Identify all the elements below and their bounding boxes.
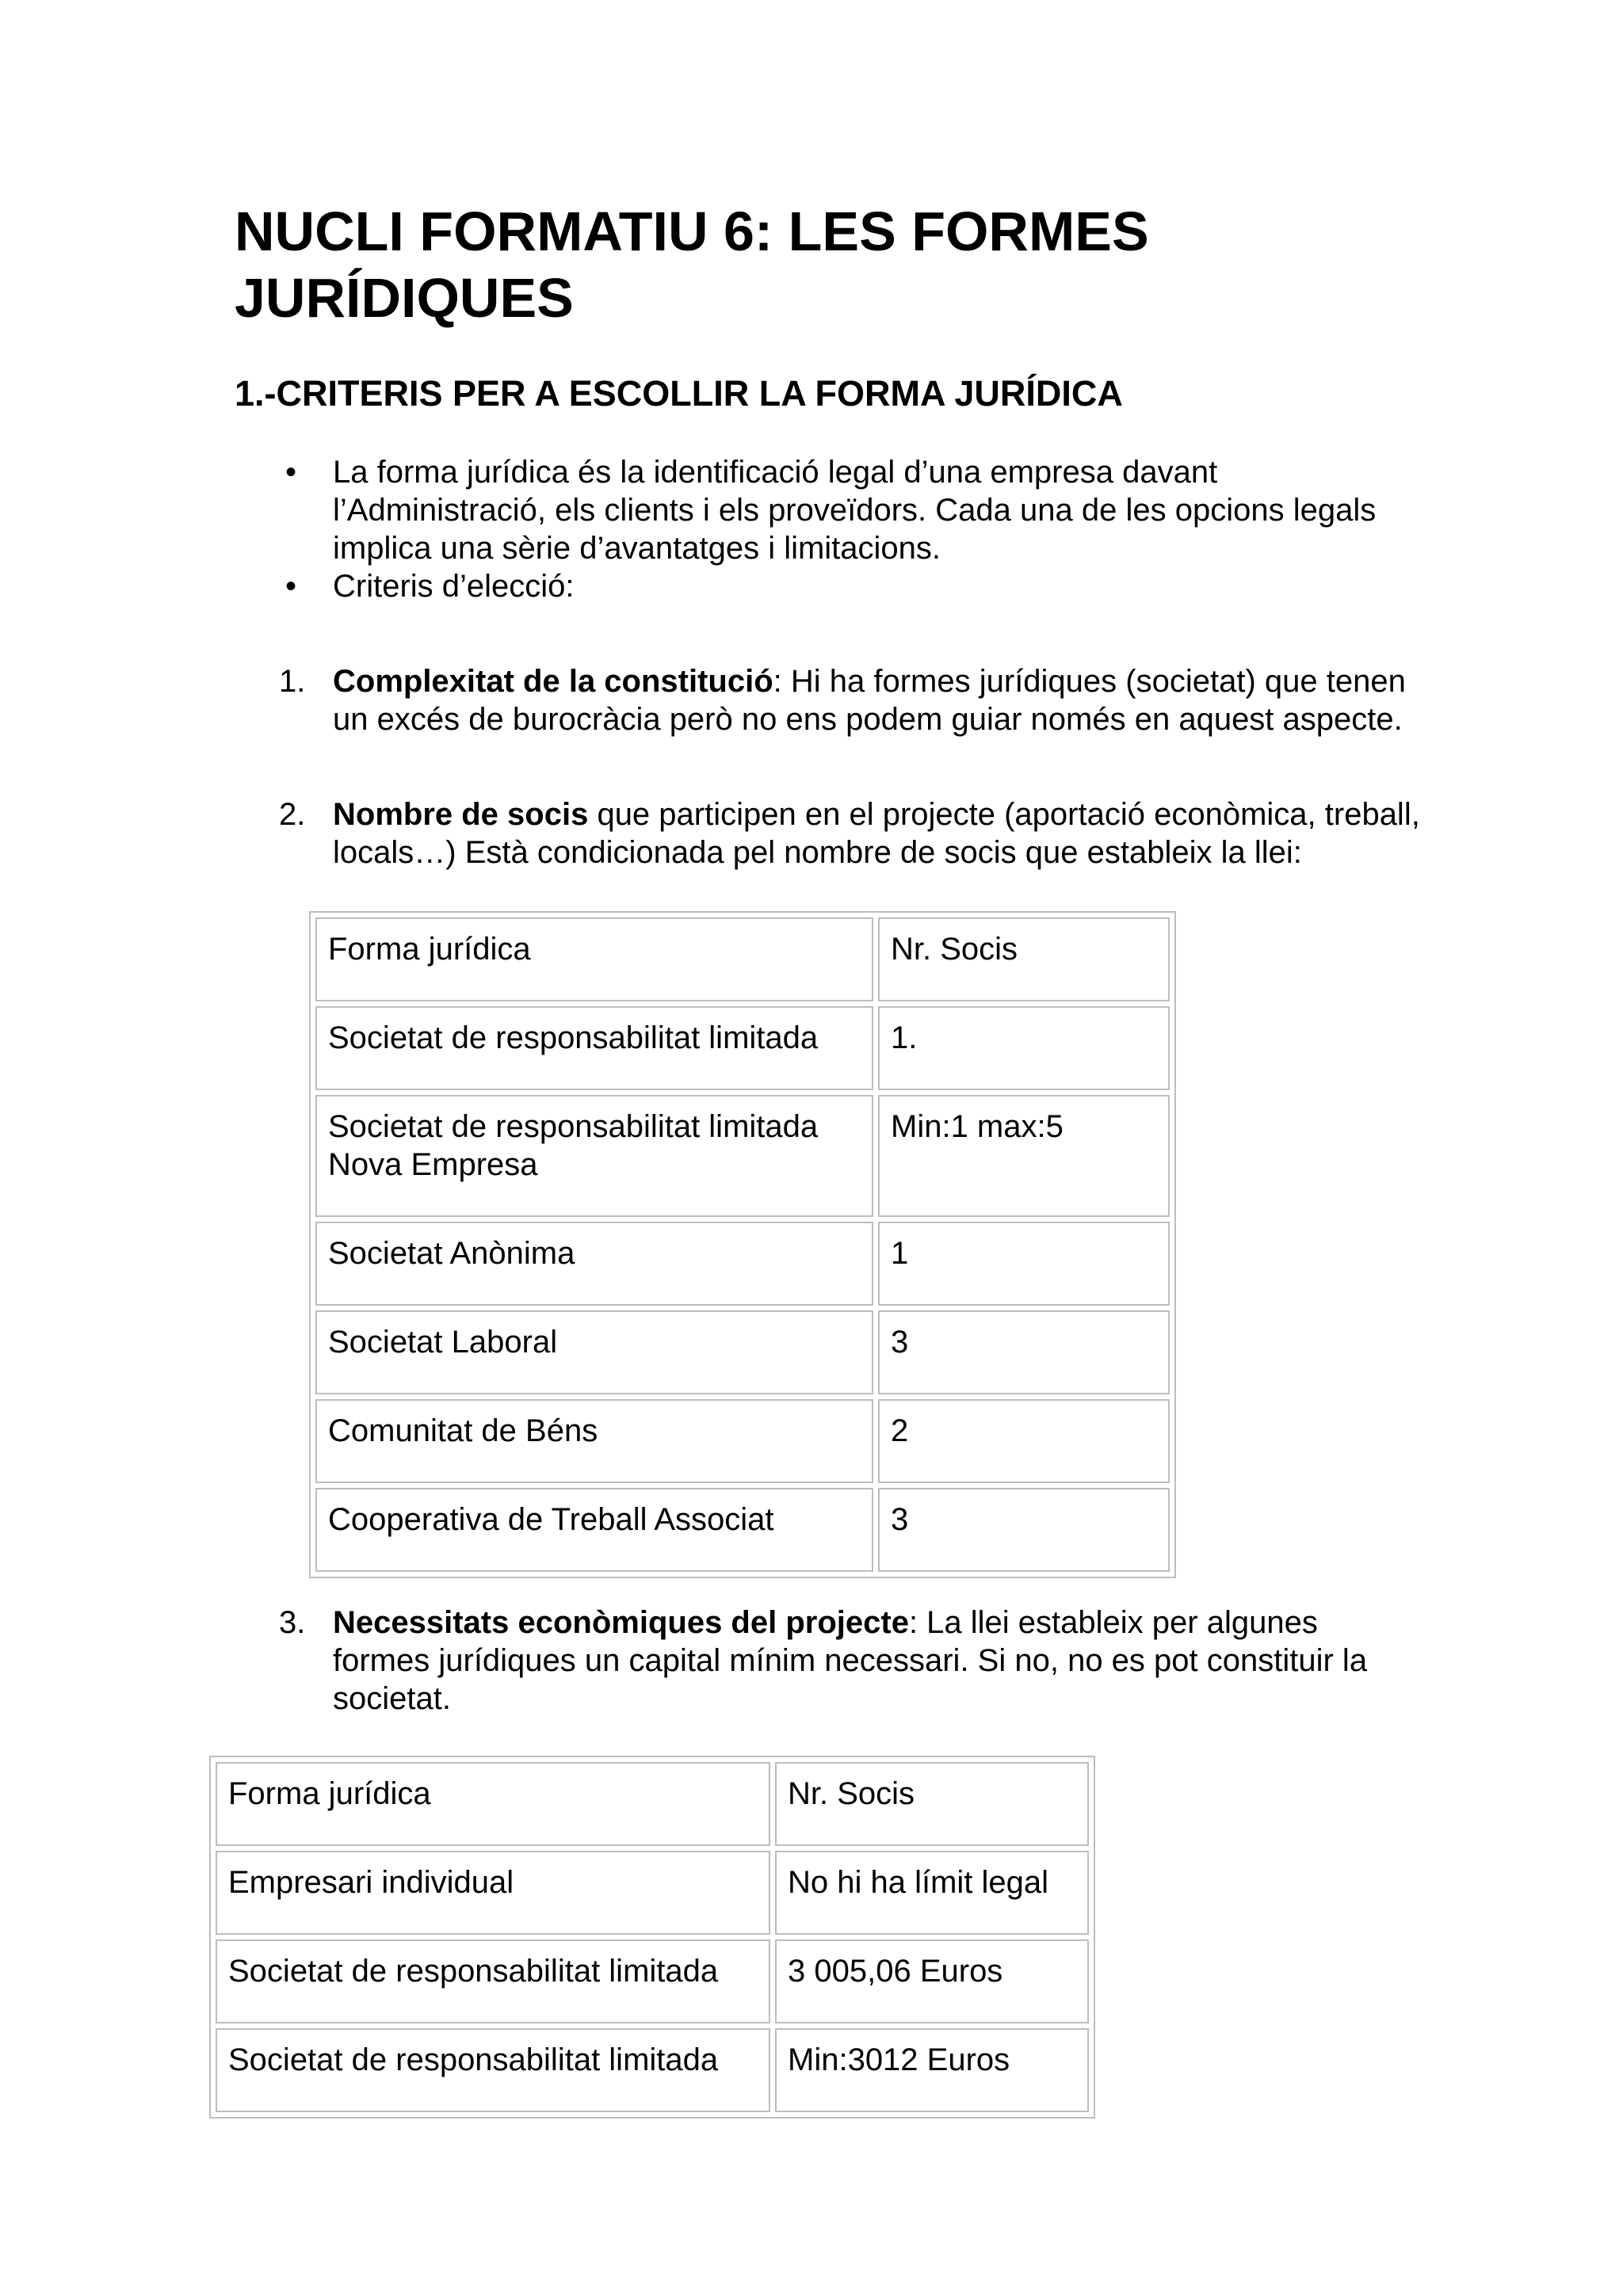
table-cell: 1 (878, 1222, 1170, 1306)
table-cell: Societat Anònima (315, 1222, 873, 1306)
criterion-description: : La llei estableix per algunes formes jurídiques un capital mínim necessari. Si no, no es pot constituir la societat. (333, 1605, 1368, 1716)
table-cell: Comunitat de Béns (315, 1399, 873, 1483)
table-capital (209, 1756, 1095, 2119)
table-header-row (315, 917, 1170, 1001)
criterion-item (279, 1604, 1420, 1718)
table-cell: 3 005,06 Euros (775, 1939, 1089, 2023)
criterion-text (333, 662, 1420, 738)
table-row (315, 1006, 1170, 1090)
criterion-title: Nombre de socis (333, 797, 589, 832)
table-cell: No hi ha límit legal (775, 1851, 1089, 1935)
table-cell: Min:1 max:5 (878, 1095, 1170, 1217)
table-header-cell: Nr. Socis (878, 917, 1170, 1001)
page-title: NUCLI FORMATIU 6: LES FORMES JURÍDIQUES (235, 200, 1149, 329)
table-cell: Societat Laboral (315, 1310, 873, 1394)
criterion-text (333, 1604, 1420, 1718)
criterion-text (333, 795, 1420, 871)
criterion-title: Complexitat de la constitució (333, 664, 773, 699)
criterion-description: que participen en el projecte (aportació econòmica, treball, locals…) Està condicionada pel nombre de socis que estableix la llei: (333, 797, 1420, 870)
bullet-item (279, 453, 1388, 567)
table-row (315, 1310, 1170, 1394)
table-cell: Cooperativa de Treball Associat (315, 1488, 873, 1572)
section-heading: 1.-CRITERIS PER A ESCOLLIR LA FORMA JURÍDICA (235, 373, 1123, 414)
criterion-number: 3. (279, 1605, 306, 1640)
table-row (315, 1222, 1170, 1306)
table-cell: 2 (878, 1399, 1170, 1483)
bullet-text: Criteris d’elecció: (333, 569, 575, 604)
table-header-cell: Forma jurídica (216, 1762, 770, 1846)
table-cell: Societat de responsabilitat limitada (315, 1006, 873, 1090)
table-cell: Societat de responsabilitat limitada Nova Empresa (315, 1095, 873, 1217)
table-row (216, 1939, 1089, 2023)
table-cell: 3 (878, 1310, 1170, 1394)
table-cell: Empresari individual (216, 1851, 770, 1935)
table-cell: 3 (878, 1488, 1170, 1572)
table-header-cell: Forma jurídica (315, 917, 873, 1001)
table-row (315, 1399, 1170, 1483)
table-row (315, 1488, 1170, 1572)
table-row (216, 1851, 1089, 1935)
table-cell: Societat de responsabilitat limitada (216, 2028, 770, 2112)
criterion-item (279, 662, 1420, 738)
table-cell: Min:3012 Euros (775, 2028, 1089, 2112)
table-row (315, 1095, 1170, 1217)
bullet-icon: • (285, 455, 297, 490)
criterion-description: : Hi ha formes jurídiques (societat) que tenen un excés de burocràcia però no ens podem guiar només en aquest aspecte. (333, 664, 1406, 737)
bullet-item (279, 567, 1388, 605)
table-row (216, 2028, 1089, 2112)
table-socis (309, 911, 1176, 1578)
criterion-title: Necessitats econòmiques del projecte (333, 1605, 909, 1640)
bullet-icon: • (285, 569, 297, 604)
table-cell: 1. (878, 1006, 1170, 1090)
criterion-number: 2. (279, 797, 306, 832)
criterion-number: 1. (279, 664, 306, 699)
criterion-item (279, 795, 1420, 871)
table-cell: Societat de responsabilitat limitada (216, 1939, 770, 2023)
table-header-row (216, 1762, 1089, 1846)
bullet-list (279, 453, 1388, 605)
bullet-text: La forma jurídica és la identificació legal d’una empresa davant l’Administració, els clients i els proveïdors. Cada una de les opcions legals implica una sèrie d’avantatges i limitacions. (333, 455, 1377, 566)
table-header-cell: Nr. Socis (775, 1762, 1089, 1846)
